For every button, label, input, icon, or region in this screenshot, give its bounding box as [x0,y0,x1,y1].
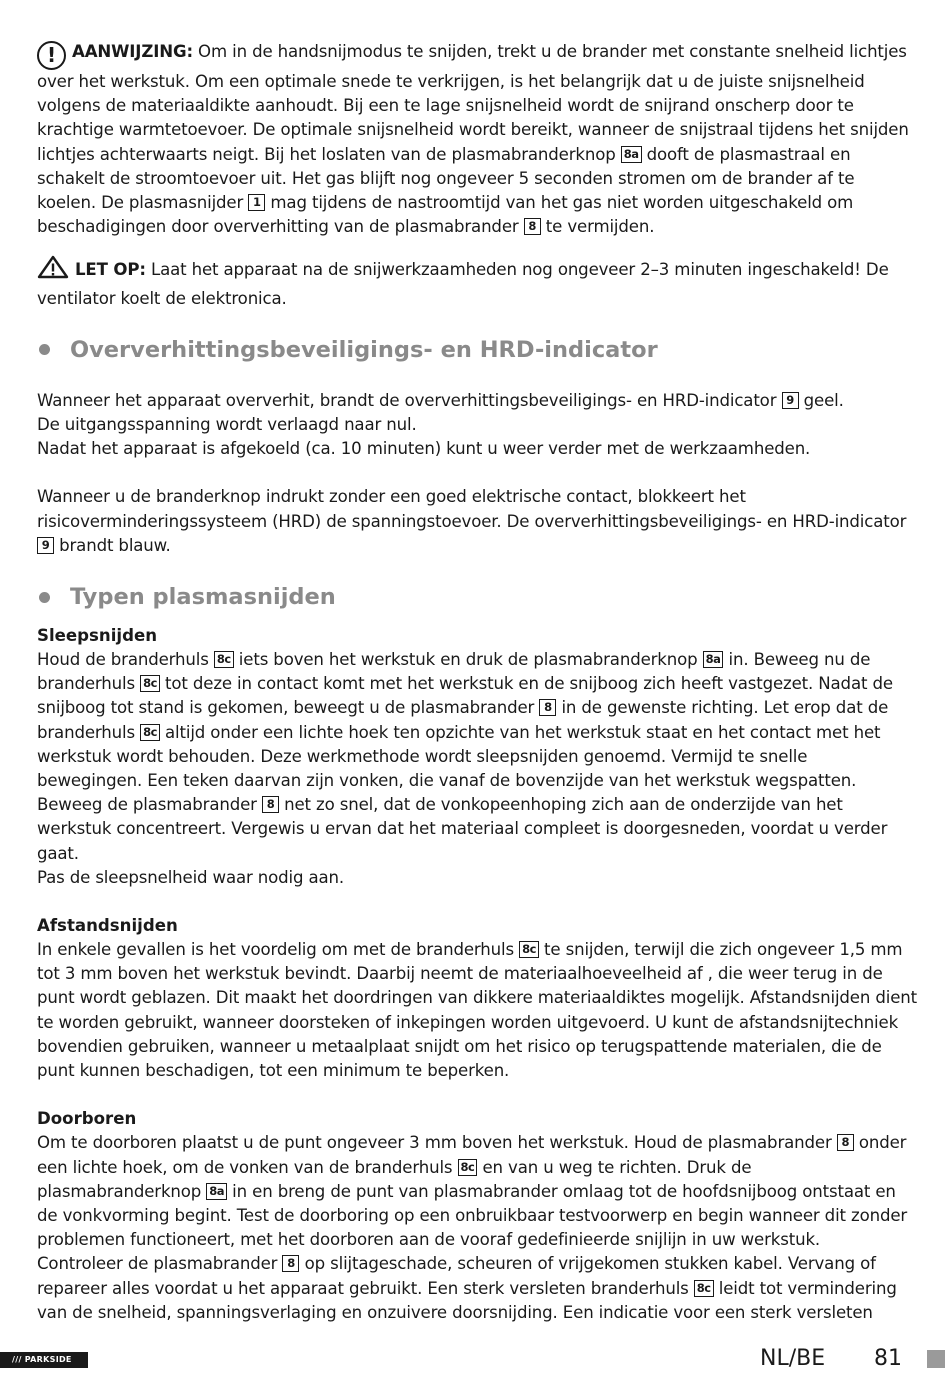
note-text: dooft de plasmastraal en schakelt de stroomtoevoer uit. Het gas blijft nog ongeveer 5 seconden stromen om de brander af te koelen. De plasmasnijder [37,144,855,213]
note-text: te vermijden. [540,217,655,237]
body-text: Controleer de plasmabrander [37,1254,283,1274]
ref-8a: 8a [206,1183,227,1200]
parkside-logo: /// PARKSIDE [0,1352,88,1368]
pierce-paragraph [37,1131,917,1252]
overheat-line: De uitgangsspanning wordt verlaagd naar nul. [37,415,417,435]
body-text: leidt tot vermindering van de snelheid, spanningsverlaging en onzuivere doorsnijding. Een indicatie voor een sterk versleten [37,1278,897,1322]
ref-8: 8 [837,1134,854,1151]
bullet-icon [39,344,50,355]
subheading-drag: Sleepsnijden [37,626,158,646]
ref-8a: 8a [703,651,724,668]
ref-8c: 8c [458,1159,478,1176]
ref-8a: 8a [621,146,642,163]
distance-paragraph [37,938,917,1083]
body-text: in. Beweeg nu de branderhuls [37,650,871,694]
ref-8: 8 [282,1255,299,1272]
note-paragraph [37,40,917,239]
exclamation-circle-icon: ! [37,41,66,70]
section-title: Oververhittingsbeveiligings- en HRD-indicator [70,336,658,363]
body-text: geel. [798,390,844,410]
note-text: mag tijdens de nastroomtijd van het gas niet worden uitgeschakeld om beschadigingen door oververhitting van de plasmabrander [37,193,854,237]
ref-8c: 8c [140,724,160,741]
ref-8c: 8c [214,651,234,668]
section-heading-types [37,582,917,612]
caution-text: Laat het apparaat na de snijwerkzaamheden nog ongeveer 2–3 minuten ingeschakeld! De ventilator koelt de elektronica. [37,260,889,308]
subheading-pierce: Doorboren [37,1109,137,1129]
language-code: NL/BE [760,1346,826,1371]
body-text: Wanneer het apparaat oververhit, brandt de oververhittingsbeveiligings- en HRD-indicator [37,390,782,410]
body-text: tot deze in contact komt met het werkstuk en de snijboog zich heeft vastgezet. Nadat de snijboog tot stand is gekomen, beweegt u de plasmabrander [37,674,893,718]
page-tab-marker [927,1350,945,1368]
caution-paragraph [37,255,917,310]
pierce-paragraph [37,1252,917,1325]
section-heading-overheat [37,335,917,365]
ref-8: 8 [262,796,279,813]
body-text: altijd onder een lichte hoek ten opzichte van het werkstuk staat en het contact met het werkstuk wordt behouden. Deze werkmethode wordt sleepsnijden genoemd. Vermijd te snelle bewegingen. Een teken daarvan zijn vonken, die vanaf de bovenzijde van het werkstuk wegspatten. Beweeg de plasmabrander [37,722,881,815]
section-title: Typen plasmasnijden [70,584,336,611]
page-number: 81 [874,1346,902,1371]
note-label: AANWIJZING: [72,42,193,61]
drag-paragraph [37,648,917,866]
ref-8: 8 [524,218,541,235]
subheading-distance: Afstandsnijden [37,916,178,936]
caution-label: LET OP: [75,260,146,280]
ref-8c: 8c [519,941,539,958]
body-text: Houd de branderhuls [37,650,214,670]
body-text: brandt blauw. [54,535,171,555]
body-text: Wanneer u de branderknop indrukt zonder een goed elektrische contact, blokkeert het risicoverminderingssysteem (HRD) de spanningstoevoer. De oververhittingsbeveiligings- en HRD-indicator [37,487,907,531]
body-text: op slijtageschade, scheuren of vrijgekomen stukken kabel. Vervang of repareer alles voordat u het apparaat gebruikt. Een sterk versleten branderhuls [37,1254,876,1298]
ref-9: 9 [782,392,799,409]
body-text: Om te doorboren plaatst u de punt ongeveer 3 mm boven het werkstuk. Houd de plasmabrander [37,1133,837,1153]
note-text: Om in de handsnijmodus te snijden, trekt u de brander met constante snelheid lichtjes over het werkstuk. Om een optimale snede te verkrijgen, is het belangrijk dat u de juiste snijsnelheid volgens de materiaaldikte aanhoudt. Bij een te lage snijsnelheid wordt de snijrand onscherp door te krachtige warmtetoevoer. De optimale snijsnelheid wordt bereikt, wanneer de snijstraal tijdens het snijden lichtjes achterwaarts neigt. Bij het loslaten van de plasmabranderknop [37,42,909,164]
ref-1: 1 [248,194,265,211]
body-text: in en breng de punt van plasmabrander omlaag tot de hoofdsnijboog ontstaat en de vonkvorming begint. Test de doorboring op een onbruikbaar testvoorwerp en begin wanneer dit zonder problemen functioneert, met het doorboren aan de vooraf gedefinieerde snijlijn in uw werkstuk. [37,1181,908,1250]
manual-page [37,40,917,1325]
body-text: In enkele gevallen is het voordelig om met de branderhuls [37,940,520,960]
overheat-line: Nadat het apparaat is afgekoeld (ca. 10 minuten) kunt u weer verder met de werkzaamheden. [37,439,811,459]
body-text: onder een lichte hoek, om de vonken van de branderhuls [37,1133,907,1177]
body-text: net zo snel, dat de vonkopeenhoping zich aan de onderzijde van het werkstuk concentreert. Vergewis u ervan dat het materiaal compleet is doorgesneden, voordat u verder gaat. [37,795,888,863]
overheat-paragraph [37,389,917,413]
ref-8c: 8c [140,675,160,692]
ref-9: 9 [37,537,54,554]
body-text: iets boven het werkstuk en druk de plasmabranderknop [233,650,703,670]
body-text: in de gewenste richting. Let erop dat de branderhuls [37,698,889,742]
hrd-paragraph [37,485,917,558]
bullet-icon [39,592,50,603]
warning-triangle-icon [37,255,69,286]
drag-line: Pas de sleepsnelheid waar nodig aan. [37,867,345,887]
ref-8: 8 [539,699,556,716]
body-text: en van u weg te richten. Druk de plasmabranderknop [37,1157,752,1201]
body-text: te snijden, terwijl die zich ongeveer 1,5 mm tot 3 mm boven het werkstuk bevindt. Daarbij neemt de materiaalhoeveelheid af , die weer terug in de punt wordt geblazen. Dit maakt het doordringen van dikkere materiaaldiktes mogelijk. Afstandsnijden dient te worden gebruikt, wanneer doorsteken of inkepingen worden uitgevoerd. U kunt de afstandsnijtechniek bovendien gebruiken, wanneer u metaalplaat snijdt om het risico op terugspattende materialen, die de punt kunnen beschadigen, tot een minimum te beperken. [37,940,917,1081]
ref-8c: 8c [694,1280,714,1297]
